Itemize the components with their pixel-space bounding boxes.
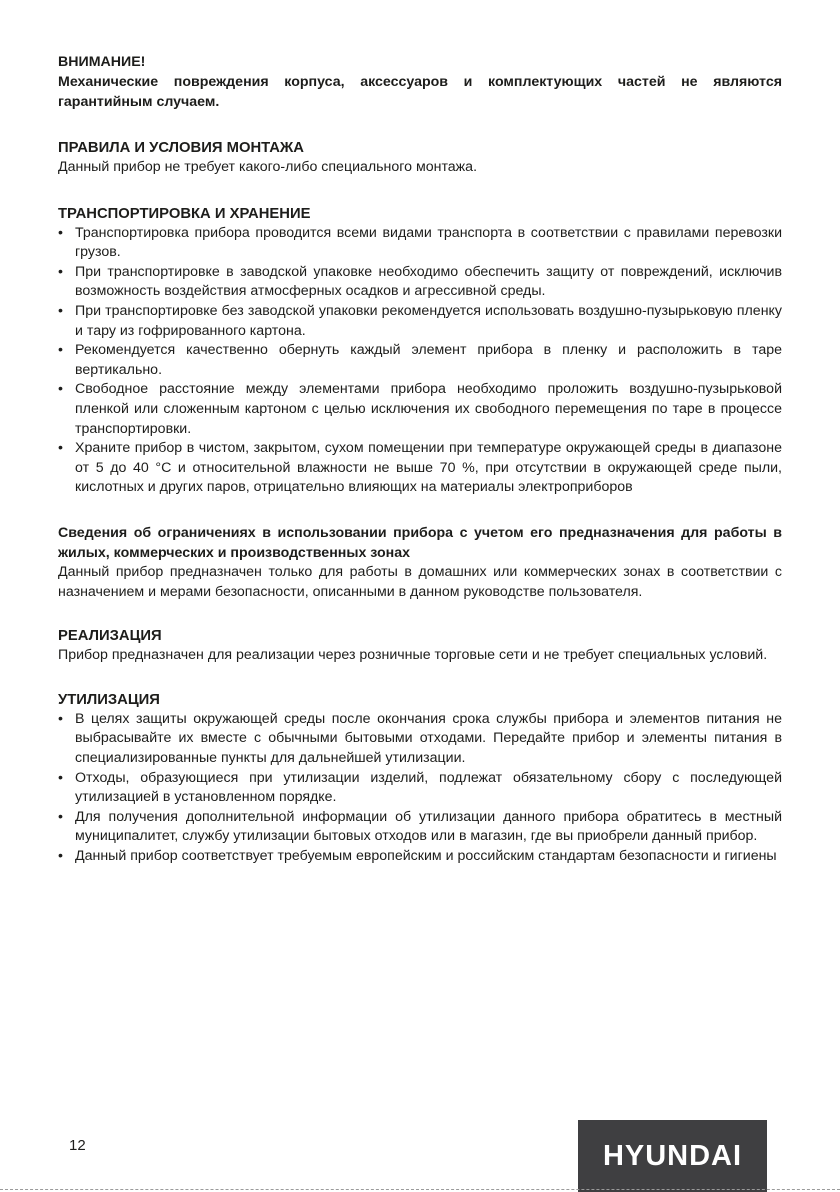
restrictions-section (58, 524, 782, 602)
list-item (58, 302, 782, 341)
list-item-text: При транспортировке без заводской упаковки рекомендуется использовать воздушно-пузырьковую пленку и тару из гофрированного картона. (75, 302, 782, 339)
list-item (58, 847, 782, 867)
list-item-text: Храните прибор в чистом, закрытом, сухом помещении при температуре окружающей среды в диапазоне от 5 до 40 °С и относительной влажности не выше 70 %, при отсутствии в окружающей среде пыли, кислотных и других паров, отрицательно влияющих на материалы электроприборов (75, 440, 782, 496)
restrictions-heading: Сведения об ограничениях в использовании прибора с учетом его предназначения для работы в жилых, коммерческих и производственных зонах (58, 524, 782, 561)
cut-line (0, 1189, 840, 1190)
list-item (58, 380, 782, 439)
bullet-icon: • (58, 440, 63, 457)
bullet-icon: • (58, 342, 63, 359)
bullet-icon: • (58, 769, 63, 786)
installation-heading: ПРАВИЛА И УСЛОВИЯ МОНТАЖА (58, 140, 304, 156)
list-item-text: Для получения дополнительной информации об утилизации данного прибора обратитесь в местный муниципалитет, службу утилизации бытовых отходов или в магазин, где вы приобрели данный прибор. (75, 808, 782, 845)
restrictions-text: Данный прибор предназначен только для работы в домашних или коммерческих зонах в соответствии с назначением и мерами безопасности, описанными в данном руководстве пользователя. (58, 564, 782, 600)
warning-section (58, 52, 782, 112)
bullet-icon: • (58, 263, 63, 280)
list-item (58, 808, 782, 847)
bullet-icon: • (58, 302, 63, 319)
list-item-text: При транспортировке в заводской упаковке необходимо обеспечить защиту от повреждений, исключив возможность воздействия атмосферных осадков и агрессивной среды. (75, 263, 782, 300)
list-item (58, 439, 782, 498)
list-item-text: Отходы, образующиеся при утилизации изделий, подлежат обязательному сбору с последующей утилизацией в установленном порядке. (75, 769, 782, 806)
bullet-icon: • (58, 710, 63, 727)
list-item-text: Рекомендуется качественно обернуть каждый элемент прибора в пленку и расположить в таре вертикально. (75, 342, 782, 378)
disposal-heading: УТИЛИЗАЦИЯ (58, 691, 160, 708)
warning-title: ВНИМАНИЕ! (58, 54, 146, 70)
brand-logo: HYUNDAI (578, 1120, 767, 1192)
list-item (58, 263, 782, 302)
list-item-text: Транспортировка прибора проводится всеми видами транспорта в соответствии с правилами перевозки грузов. (75, 224, 782, 261)
sales-heading: РЕАЛИЗАЦИЯ (58, 628, 162, 645)
bullet-icon: • (58, 381, 63, 398)
sales-text: Прибор предназначен для реализации через розничные торговые сети и не требует специальных условий. (58, 647, 768, 664)
list-item (58, 710, 782, 769)
page-content (58, 52, 782, 867)
transport-list (58, 224, 782, 498)
sales-section (58, 626, 782, 666)
bullet-icon: • (58, 848, 63, 865)
list-item (58, 769, 782, 808)
installation-section (58, 138, 782, 178)
list-item-text: Данный прибор соответствует требуемым европейским и российским стандартам безопасности и гигиены (75, 848, 777, 865)
transport-heading: ТРАНСПОРТИРОВКА И ХРАНЕНИЕ (58, 205, 311, 222)
list-item-text: Свободное расстояние между элементами прибора необходимо проложить воздушно-пузырьковой пленкой или сложенным картоном с целью исключения их свободного перемещения по таре в процессе транспортировки. (75, 381, 782, 437)
disposal-section (58, 690, 782, 867)
list-item (58, 341, 782, 380)
bullet-icon: • (58, 224, 63, 241)
page-number: 12 (69, 1137, 86, 1154)
bullet-icon: • (58, 808, 63, 825)
warning-text: Механические повреждения корпуса, аксессуаров и комплектующих частей не являются гарантийным случаем. (58, 74, 782, 110)
list-item-text: В целях защиты окружающей среды после окончания срока службы прибора и элементов питания не выбрасывайте их вместе с обычными бытовыми отходами. Передайте прибор и элементы питания в специализированные пункты для дальнейшей утилизации. (75, 710, 782, 767)
list-item (58, 224, 782, 263)
disposal-list (58, 710, 782, 867)
installation-text: Данный прибор не требует какого-либо специального монтажа. (58, 159, 478, 175)
transport-section (58, 204, 782, 498)
